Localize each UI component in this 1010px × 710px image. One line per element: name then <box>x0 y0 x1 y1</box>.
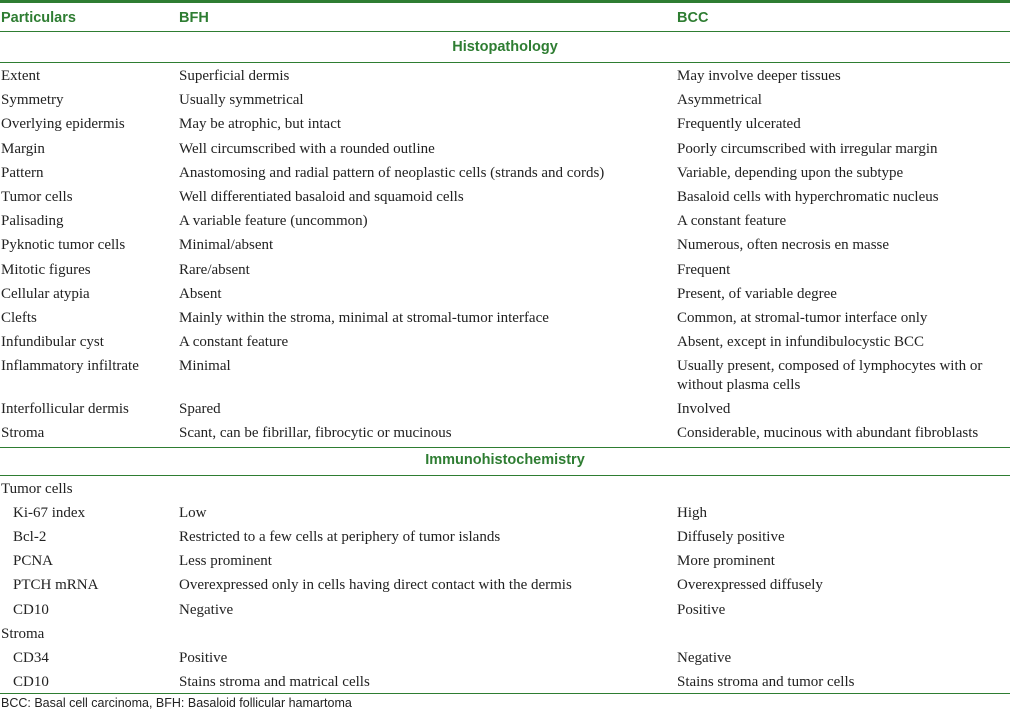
bfh-cell: Well differentiated basaloid and squamoid cells <box>179 188 464 205</box>
table-row <box>0 87 1010 111</box>
bfh-cell: A constant feature <box>179 334 289 351</box>
table-row <box>0 669 1010 693</box>
particular-cell: Mitotic figures <box>1 261 91 278</box>
bcc-cell: Poorly circumscribed with irregular margin <box>677 140 938 157</box>
immuno-stroma-body <box>0 645 1010 693</box>
bcc-cell: Common, at stromal-tumor interface only <box>677 309 928 326</box>
bfh-cell: May be atrophic, but intact <box>179 116 342 133</box>
table-row <box>0 208 1010 232</box>
bcc-cell: May involve deeper tissues <box>677 68 841 84</box>
table-row <box>0 281 1010 305</box>
particular-cell: Margin <box>1 140 45 157</box>
immuno-tumor-body <box>0 500 1010 621</box>
header-particulars: Particulars <box>1 10 76 26</box>
particular-cell: CD10 <box>13 674 49 691</box>
bcc-cell: Negative <box>677 649 732 666</box>
particular-cell: Ki-67 index <box>13 504 86 521</box>
table-row <box>0 257 1010 281</box>
header-bcc: BCC <box>677 10 709 26</box>
table-row <box>0 184 1010 208</box>
table-row <box>0 396 1010 420</box>
bcc-cell: Numerous, often necrosis en masse <box>677 237 890 254</box>
table-row <box>0 353 1010 396</box>
particular-cell: Infundibular cyst <box>1 334 104 351</box>
group-label: Stroma <box>1 625 45 642</box>
particular-cell: Extent <box>1 68 41 84</box>
header-bfh: BFH <box>179 10 209 26</box>
bfh-cell: Negative <box>179 601 234 618</box>
table-header <box>0 3 1010 32</box>
bcc-cell: A constant feature <box>677 213 787 230</box>
bcc-cell: Variable, depending upon the subtype <box>677 164 904 181</box>
particular-cell: Pyknotic tumor cells <box>1 237 126 254</box>
particular-cell: Stroma <box>1 425 45 442</box>
particular-cell: PCNA <box>13 553 54 570</box>
table-row <box>0 63 1010 87</box>
particular-cell: Cellular atypia <box>1 285 90 302</box>
bcc-cell: Involved <box>677 401 731 418</box>
bfh-cell: Anastomosing and radial pattern of neoplastic cells (strands and cords) <box>179 164 605 181</box>
bcc-cell: Asymmetrical <box>677 92 762 109</box>
bcc-cell: More prominent <box>677 553 775 570</box>
bfh-cell: Overexpressed only in cells having direct contact with the dermis <box>179 577 572 594</box>
table-row <box>0 548 1010 572</box>
table-row <box>0 645 1010 669</box>
histopathology-body <box>0 63 1010 445</box>
section-title: Immunohistochemistry <box>425 451 585 468</box>
bcc-cell: Frequently ulcerated <box>677 116 801 133</box>
bfh-cell: Restricted to a few cells at periphery of tumor islands <box>179 529 501 545</box>
bfh-cell: Usually symmetrical <box>179 92 304 109</box>
bfh-cell: Low <box>179 504 207 521</box>
bfh-cell: Well circumscribed with a rounded outline <box>179 140 435 157</box>
table-row <box>0 500 1010 524</box>
bcc-cell: Diffusely positive <box>677 529 785 545</box>
bcc-cell: Absent, except in infundibulocystic BCC <box>677 334 925 351</box>
bcc-cell: High <box>677 504 707 521</box>
table-row <box>0 572 1010 596</box>
particular-cell: Overlying epidermis <box>1 116 125 133</box>
table-row <box>0 305 1010 329</box>
particular-cell: Inflammatory infiltrate <box>1 358 139 375</box>
bcc-cell: Considerable, mucinous with abundant fibroblasts <box>677 425 979 442</box>
bcc-cell: Present, of variable degree <box>677 285 837 302</box>
table-row <box>0 420 1010 444</box>
particular-cell: Symmetry <box>1 92 64 109</box>
bcc-cell: Basaloid cells with hyperchromatic nucleus <box>677 188 939 205</box>
particular-cell: Palisading <box>1 213 64 230</box>
particular-cell: Clefts <box>1 309 37 326</box>
bfh-cell: Scant, can be fibrillar, fibrocytic or mucinous <box>179 425 452 442</box>
bfh-cell: Mainly within the stroma, minimal at stromal-tumor interface <box>179 309 549 326</box>
bfh-cell: Less prominent <box>179 553 272 570</box>
particular-cell: Interfollicular dermis <box>1 401 129 418</box>
section-histopathology <box>0 32 1010 63</box>
bcc-cell: Positive <box>677 601 726 618</box>
bfh-cell: Rare/absent <box>179 261 250 278</box>
table-row <box>0 160 1010 184</box>
bfh-cell: Absent <box>179 285 222 302</box>
bcc-cell: Overexpressed diffusely <box>677 577 823 594</box>
group-row <box>0 476 1010 500</box>
group-label: Tumor cells <box>1 480 73 497</box>
bcc-cell: Stains stroma and tumor cells <box>677 674 855 691</box>
section-immuno <box>0 447 1010 476</box>
table-row <box>0 329 1010 353</box>
bfh-cell: Minimal/absent <box>179 237 274 254</box>
bfh-cell: Spared <box>179 401 221 418</box>
table-row <box>0 524 1010 548</box>
table-row <box>0 597 1010 621</box>
particular-cell: Bcl-2 <box>13 529 47 545</box>
bfh-cell: A variable feature (uncommon) <box>179 213 368 230</box>
table-row <box>0 136 1010 160</box>
particular-cell: Tumor cells <box>1 188 73 205</box>
table-row <box>0 111 1010 135</box>
footnote: BCC: Basal cell carcinoma, BFH: Basaloid follicular hamartoma <box>1 696 352 710</box>
particular-cell: CD34 <box>13 649 49 666</box>
particular-cell: Pattern <box>1 164 44 181</box>
group-row <box>0 621 1010 645</box>
particular-cell: CD10 <box>13 601 49 618</box>
table-row <box>0 232 1010 256</box>
bcc-cell: Frequent <box>677 261 731 278</box>
bcc-cell: Usually present, composed of lymphocytes with or without plasma cells <box>677 358 983 394</box>
bfh-cell: Superficial dermis <box>179 68 290 84</box>
particular-cell: PTCH mRNA <box>13 577 99 594</box>
bfh-cell: Minimal <box>179 358 231 375</box>
section-title: Histopathology <box>452 39 558 55</box>
bfh-cell: Positive <box>179 649 228 666</box>
bfh-cell: Stains stroma and matrical cells <box>179 674 370 691</box>
